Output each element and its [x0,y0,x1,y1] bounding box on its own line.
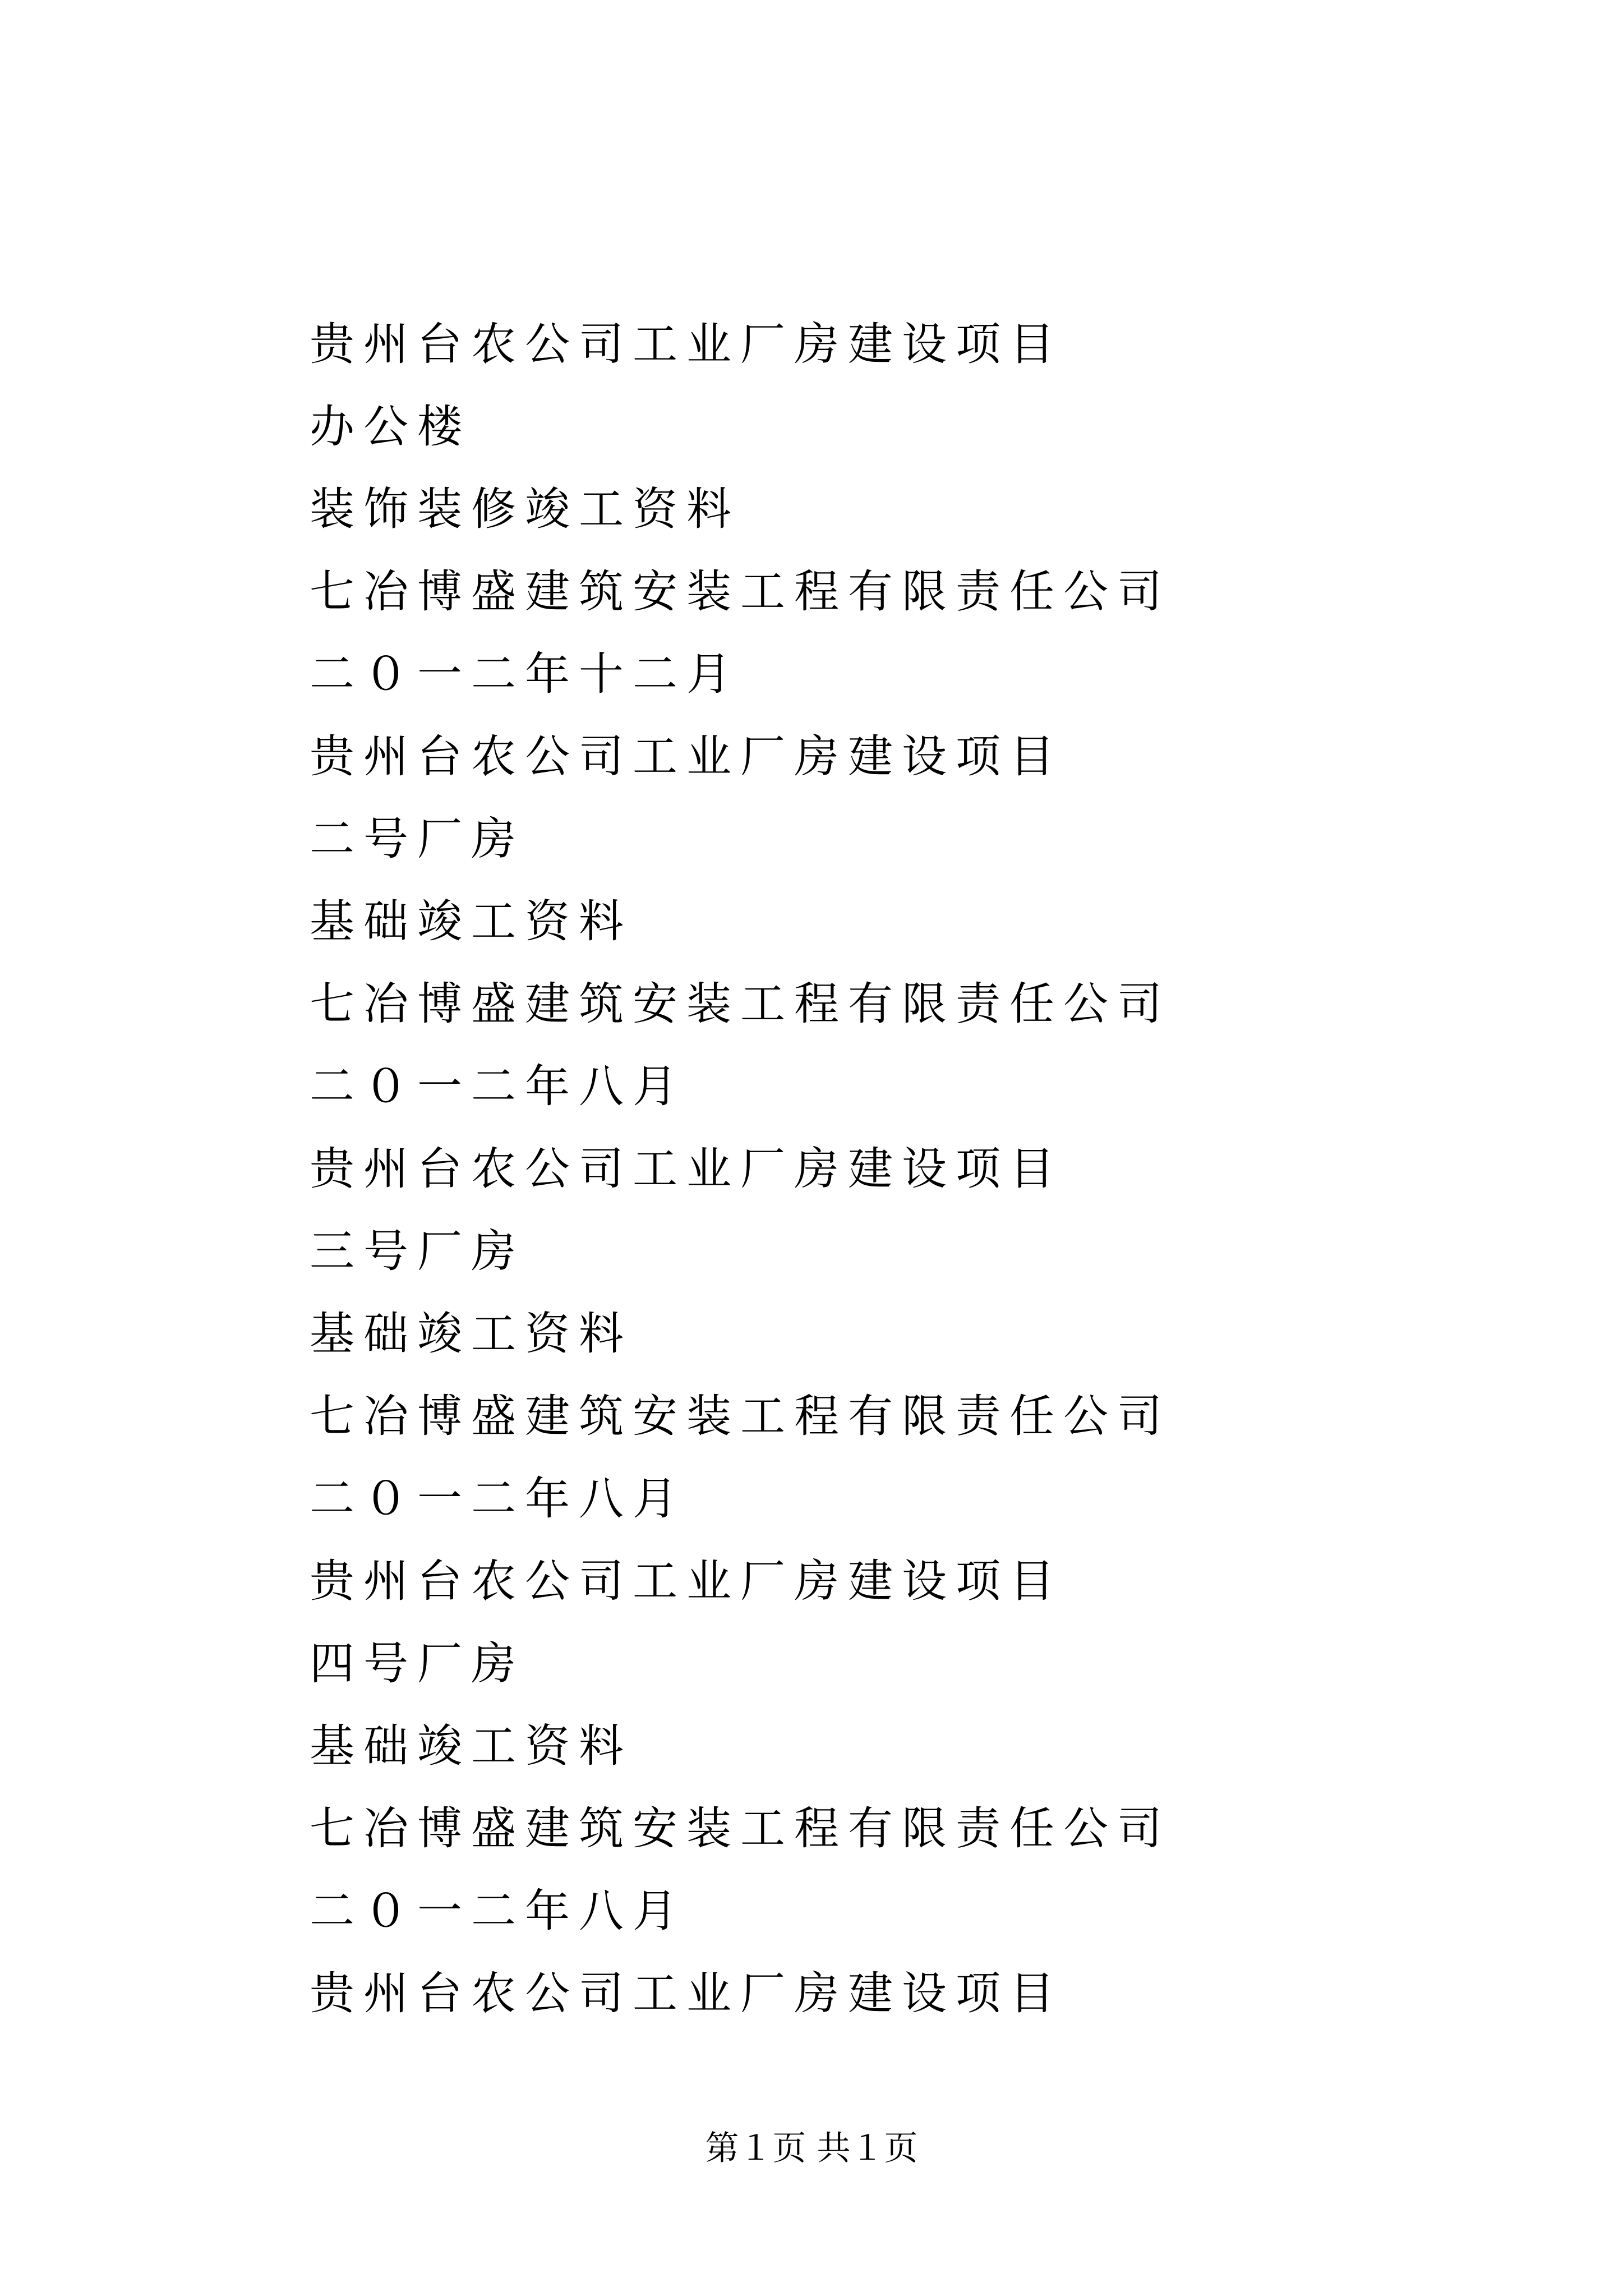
document-type-line: 基础竣工资料 [310,1308,633,1360]
project-title-line: 贵州台农公司工业厂房建设项目 [310,1555,1063,1607]
company-name-line: 七冶博盛建筑安装工程有限责任公司 [310,1390,1171,1442]
company-name-line: 七冶博盛建筑安装工程有限责任公司 [310,978,1171,1030]
page-number-footer: 第１页 共１页 [705,2129,918,2168]
building-name-line: 四号厂房 [310,1637,525,1690]
building-name-line: 三号厂房 [310,1225,525,1277]
document-type-line: 装饰装修竣工资料 [310,483,740,535]
date-line: 二０一二年十二月 [310,648,740,700]
document-type-line: 基础竣工资料 [310,1720,633,1772]
building-name-line: 办公楼 [310,401,471,453]
project-title-line: 贵州台农公司工业厂房建设项目 [310,1967,1063,2019]
company-name-line: 七冶博盛建筑安装工程有限责任公司 [310,565,1171,618]
project-title-line: 贵州台农公司工业厂房建设项目 [310,1143,1063,1195]
date-line: 二０一二年八月 [310,1473,686,1525]
project-title-line: 贵州台农公司工业厂房建设项目 [310,318,1063,370]
building-name-line: 二号厂房 [310,813,525,865]
company-name-line: 七冶博盛建筑安装工程有限责任公司 [310,1802,1171,1855]
date-line: 二０一二年八月 [310,1060,686,1112]
document-type-line: 基础竣工资料 [310,895,633,947]
project-title-line: 贵州台农公司工业厂房建设项目 [310,730,1063,783]
date-line: 二０一二年八月 [310,1885,686,1937]
document-body [310,303,1543,2035]
